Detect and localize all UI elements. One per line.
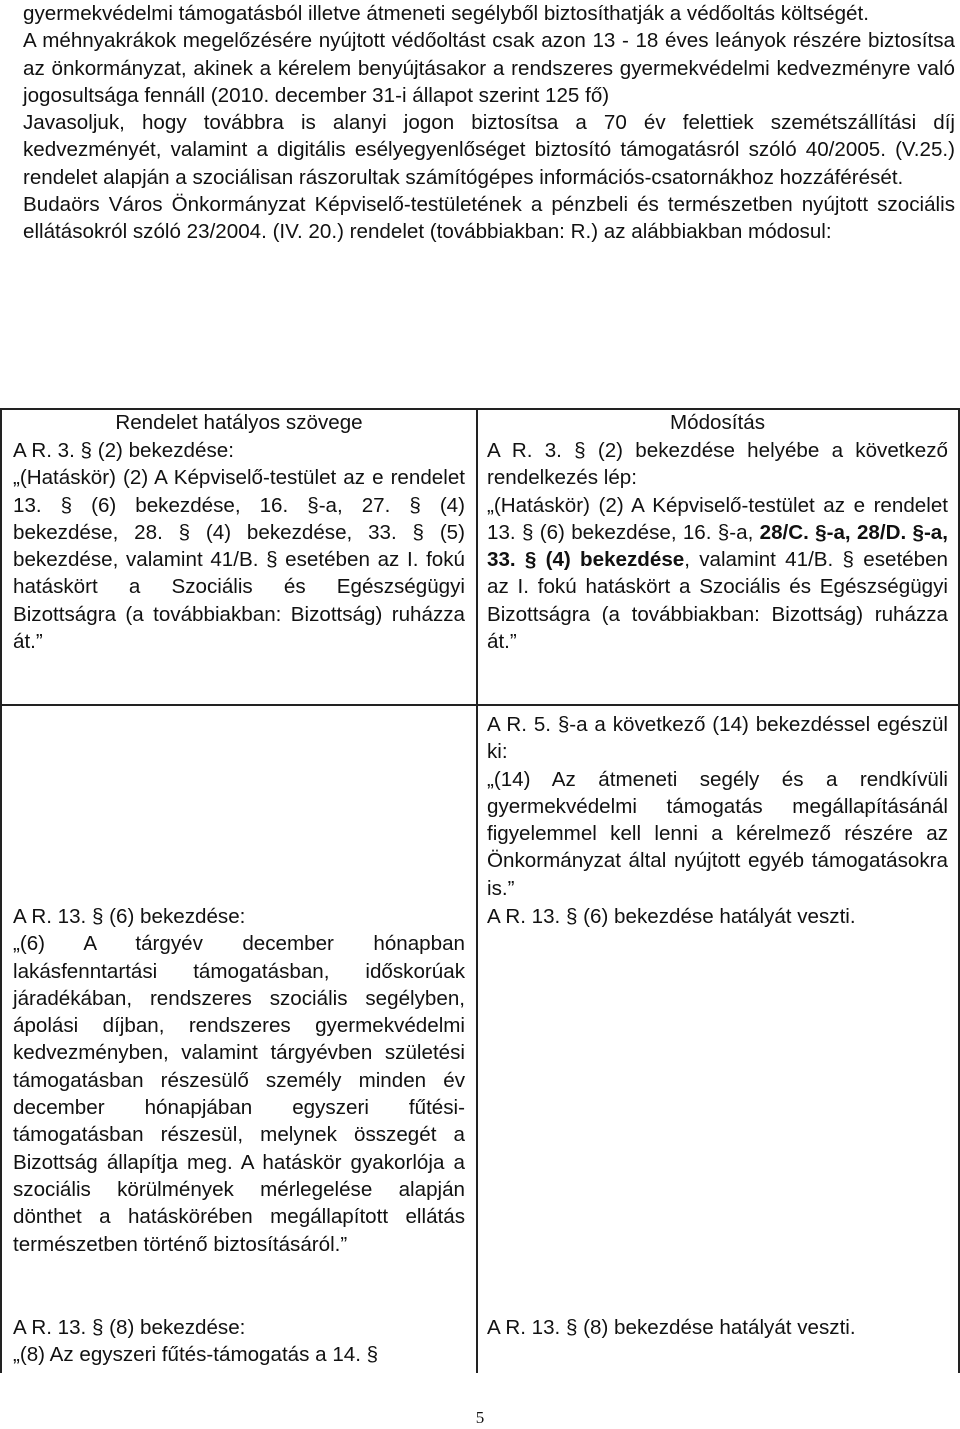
row3-current-text [13, 903, 465, 1258]
intro-paragraph-1: gyermekvédelmi támogatásból illetve átmeneti segélyből biztosíthatják a védőoltás költségét. [23, 2, 869, 25]
row-divider [0, 704, 960, 706]
row1-amendment-body [487, 492, 948, 656]
row4-current-ref: A R. 13. § (8) bekezdése: [13, 1316, 246, 1339]
intro-paragraph-2: A méhnyakrákok megelőzésére nyújtott védőoltást csak azon 13 - 18 éves leányok részére biztosítsa az önkormányzat, akinek a kérelem benyújtásakor a rendszeres gyermekvédelmi kedvezményre való jogosultsága fennáll (2010. december 31-i állapot szerint 125 fő) [23, 29, 955, 107]
row4-current-text [13, 1314, 465, 1369]
row1-amendment [487, 437, 948, 655]
row1-amendment-ref: A R. 3. § (2) bekezdése helyébe a következő rendelkezés lép: [487, 439, 948, 490]
row2-amendment [487, 711, 948, 902]
column-divider [476, 408, 478, 1373]
row1-amendment-bold: 28/C. §-a, 28/D. §-a, 33. § (4) bekezdése [487, 520, 948, 572]
row1-current-ref: A R. 3. § (2) bekezdése: [13, 439, 234, 462]
table-border-left [0, 408, 2, 1373]
row3-amendment: A R. 13. § (6) bekezdése hatályát veszti. [487, 905, 856, 928]
row3-current-body: „(6) A tárgyév december hónapban lakásfenntartási támogatásban, időskorúak járadékában, rendszeres szociális segélyben, ápolási díjban, rendszeres gyermekvédelmi kedvezményben, valamint tárgyévben születési támogatásban részesülő személy minden év december hónapjában egyszeri fűtési-támogatásban részesül, melynek összegét a Bizottság állapítja meg. A hatáskör gyakorlója a szociális körülmények mérlegelése alapján dönthet a hatáskörében megállapított ellátás természetben történő biztosításáról.” [13, 932, 465, 1256]
intro-paragraph-4: Budaörs Város Önkormányzat Képviselő-testületének a pénzbeli és természetben nyújtott szociális ellátásokról szóló 23/2004. (IV. 20.) rendelet (továbbiakban: R.) az alábbiakban módosul: [23, 193, 955, 244]
row1-amendment-text-a: „(Hatáskör) (2) A Képviselő-testület az e rendelet 13. § (6) bekezdése, 16. §-a, [487, 493, 948, 544]
row2-amendment-body: „(14) Az átmeneti segély és a rendkívüli gyermekvédelmi támogatás megállapításánál figyelemmel kell lenni a kérelmező részére az Önkormányzat által nyújtott egyéb támogatásokra is.” [487, 767, 948, 900]
intro-paragraph-3: Javasoljuk, hogy továbbra is alanyi jogon biztosítsa a 70 év felettiek szemétszállítási díj kedvezményét, valamint a digitális esélyegyenlőséget biztosító támogatásról szóló 40/2005. (V.25.) rendelet alapján a szociálisan rászorultak számítógépes információs-csatornákhoz hozzáférését. [23, 111, 955, 189]
row4-amendment: A R. 13. § (8) bekezdése hatályát veszti. [487, 1316, 856, 1339]
header-current-text: Rendelet hatályos szövege [115, 411, 363, 434]
row2-amendment-ref: A R. 5. §-a a következő (14) bekezdéssel egészül ki: [487, 713, 948, 764]
intro-text [23, 0, 955, 246]
header-amendment: Módosítás [669, 411, 765, 434]
row4-current-body: „(8) Az egyszeri fűtés-támogatás a 14. § [13, 1343, 379, 1367]
row1-current-body: „(Hatáskör) (2) A Képviselő-testület az e rendelet 13. § (6) bekezdése, 16. §-a, 27. § (4) bekezdése, 28. § (4) bekezdése, 33. § (5) bekezdése, valamint 41/B. § esetében az I. fokú hatáskört a Szociális és Egészségügyi Bizottságra (a továbbiakban: Bizottság) ruházza át.” [13, 466, 465, 654]
row1-amendment-text-b: , valamint 41/B. § esetében az I. fokú hatáskört a Szociális és Egészségügyi Bizottságra (a továbbiakban: Bizottság) ruházza át.” [487, 548, 948, 654]
page-number: 5 [475, 1408, 485, 1427]
row1-current-text [13, 437, 465, 655]
row3-current-ref: A R. 13. § (6) bekezdése: [13, 905, 246, 928]
amendment-table [0, 408, 960, 1373]
